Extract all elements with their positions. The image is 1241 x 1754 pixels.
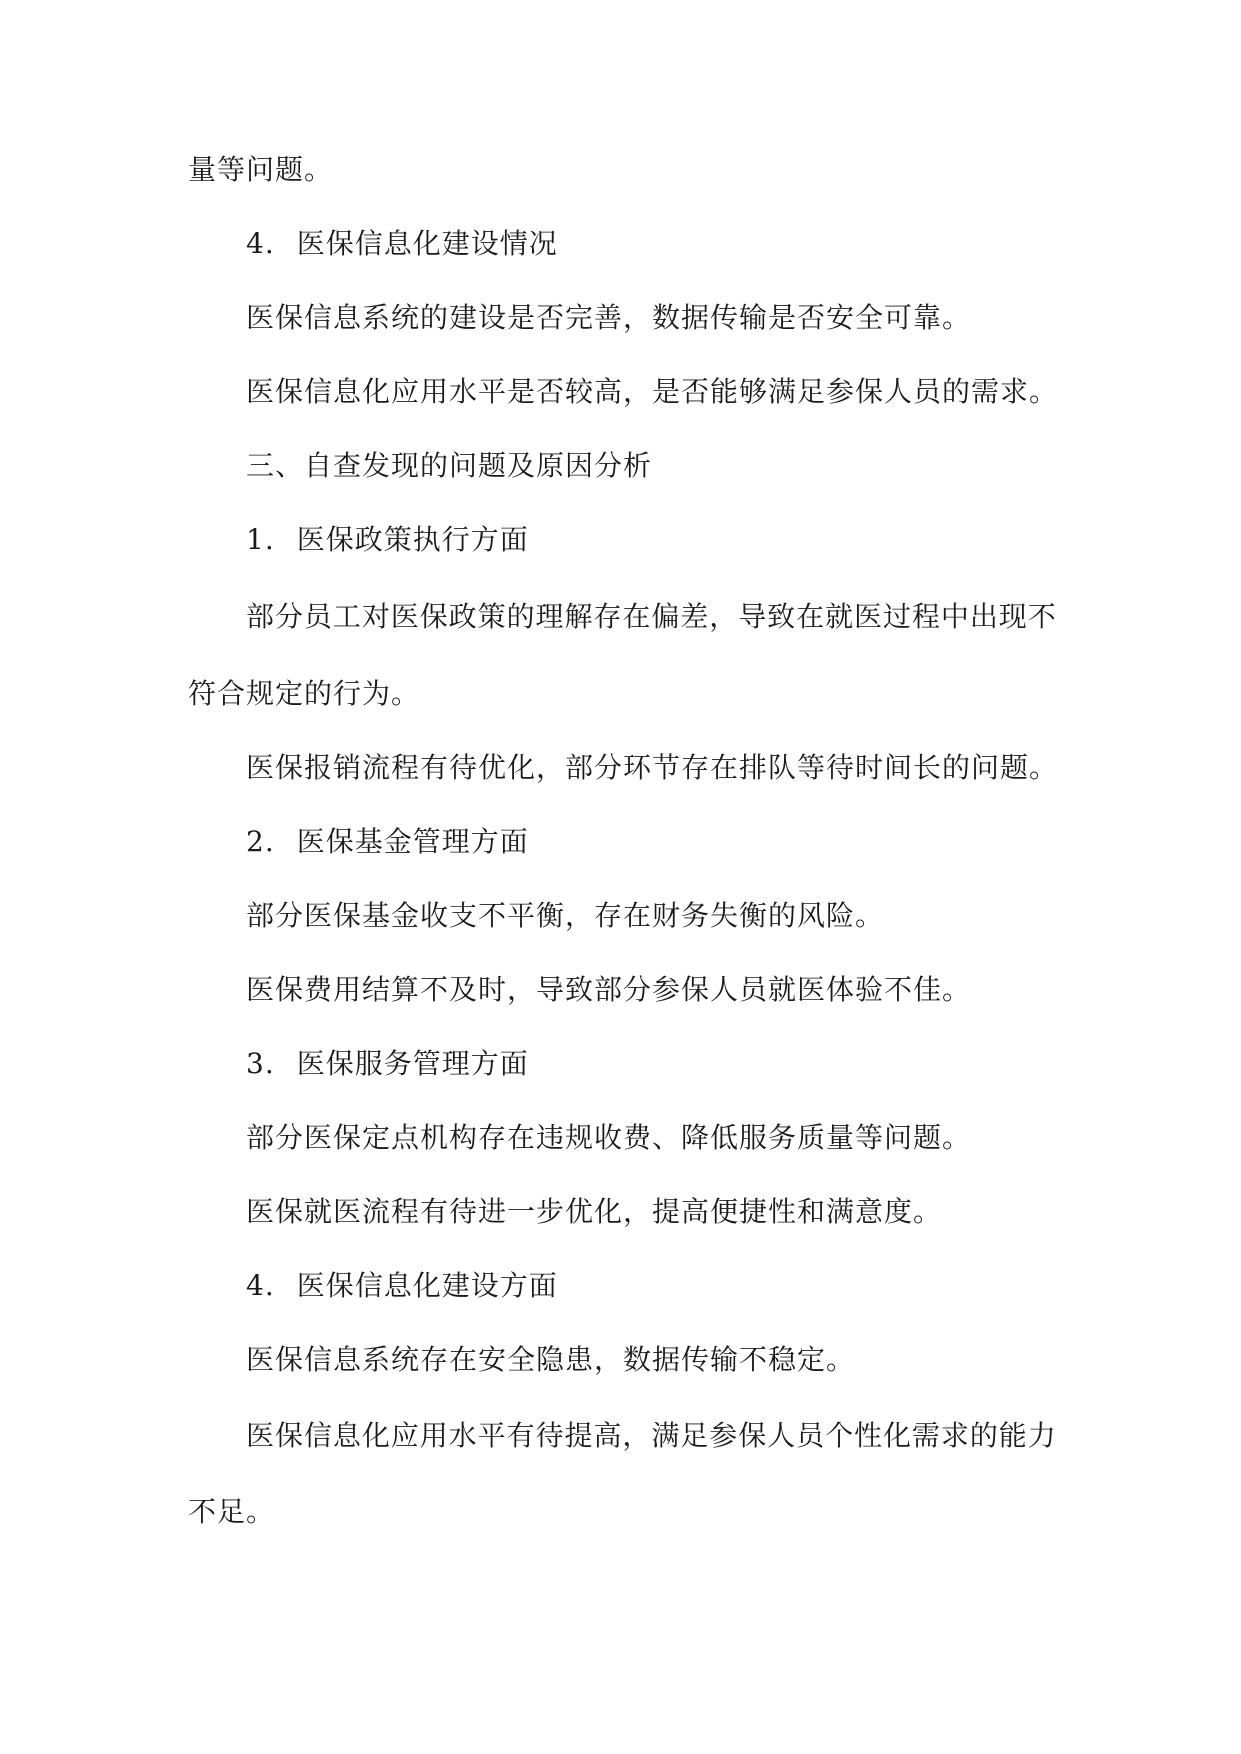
glyph: 就 — [825, 600, 854, 633]
glyph: 性 — [854, 1419, 883, 1452]
paragraph: 部分医保基金收支不平衡，存在财务失衡的风险。 — [246, 899, 885, 932]
glyph: 现 — [998, 600, 1027, 633]
glyph: 存 — [593, 600, 622, 633]
glyph: 提 — [564, 1419, 593, 1452]
glyph: 高 — [593, 1419, 622, 1452]
glyph: 中 — [940, 600, 969, 633]
glyph: 分 — [274, 600, 303, 633]
section-heading: 3. 医保服务管理方面 — [246, 1047, 529, 1080]
paragraph-continuation: 量等问题。 — [188, 153, 334, 186]
paragraph-justified — [246, 587, 1056, 647]
section-heading: 4. 医保信息化建设情况 — [246, 227, 558, 260]
paragraph-continuation: 符合规定的行为。 — [188, 677, 421, 710]
section-heading: 4. 医保信息化建设方面 — [246, 1269, 558, 1302]
glyph: ， — [622, 1419, 651, 1452]
paragraph: 医保信息化应用水平是否较高，是否能够满足参保人员的需求。 — [246, 375, 1059, 408]
glyph: 化 — [882, 1419, 911, 1452]
paragraph: 医保信息系统存在安全隐患，数据传输不稳定。 — [246, 1343, 856, 1376]
glyph: 工 — [332, 600, 361, 633]
glyph: 用 — [419, 1419, 448, 1452]
paragraph-justified — [246, 1406, 1056, 1466]
glyph: 化 — [361, 1419, 390, 1452]
glyph: 平 — [477, 1419, 506, 1452]
glyph: 导 — [738, 600, 767, 633]
glyph: 医 — [390, 600, 419, 633]
glyph: 应 — [390, 1419, 419, 1452]
glyph: 策 — [477, 600, 506, 633]
glyph: 差 — [680, 600, 709, 633]
glyph: 过 — [882, 600, 911, 633]
glyph: 在 — [796, 600, 825, 633]
glyph: 不 — [1027, 600, 1056, 633]
glyph: 的 — [969, 1419, 998, 1452]
glyph: 参 — [709, 1419, 738, 1452]
glyph: 保 — [738, 1419, 767, 1452]
glyph: 部 — [246, 600, 275, 633]
glyph: 理 — [535, 600, 564, 633]
glyph: 出 — [969, 600, 998, 633]
paragraph: 医保就医流程有待进一步优化，提高便捷性和满意度。 — [246, 1195, 943, 1228]
glyph: 个 — [825, 1419, 854, 1452]
paragraph: 医保费用结算不及时，导致部分参保人员就医体验不佳。 — [246, 973, 972, 1006]
glyph: 在 — [622, 600, 651, 633]
glyph: 有 — [506, 1419, 535, 1452]
glyph: 信 — [303, 1419, 332, 1452]
glyph: 的 — [506, 600, 535, 633]
glyph: 力 — [1027, 1419, 1056, 1452]
glyph: 政 — [448, 600, 477, 633]
glyph: 待 — [535, 1419, 564, 1452]
glyph: 致 — [767, 600, 796, 633]
glyph: 水 — [448, 1419, 477, 1452]
glyph: 员 — [796, 1419, 825, 1452]
glyph: 保 — [419, 600, 448, 633]
paragraph: 医保报销流程有待优化，部分环节存在排队等待时间长的问题。 — [246, 751, 1059, 784]
glyph: 程 — [911, 600, 940, 633]
paragraph: 部分医保定点机构存在违规收费、降低服务质量等问题。 — [246, 1121, 972, 1154]
glyph: 员 — [303, 600, 332, 633]
glyph: ， — [709, 600, 738, 633]
glyph: 保 — [274, 1419, 303, 1452]
glyph: 人 — [767, 1419, 796, 1452]
glyph: 解 — [564, 600, 593, 633]
paragraph-continuation: 不足。 — [188, 1495, 276, 1528]
glyph: 息 — [332, 1419, 361, 1452]
paragraph: 医保信息系统的建设是否完善，数据传输是否安全可靠。 — [246, 301, 972, 334]
glyph: 需 — [911, 1419, 940, 1452]
glyph: 偏 — [651, 600, 680, 633]
chapter-heading: 三、自查发现的问题及原因分析 — [246, 449, 653, 482]
section-heading: 2. 医保基金管理方面 — [246, 825, 529, 858]
section-heading: 1. 医保政策执行方面 — [246, 523, 529, 556]
glyph: 医 — [854, 600, 883, 633]
glyph: 对 — [361, 600, 390, 633]
glyph: 求 — [940, 1419, 969, 1452]
glyph: 能 — [998, 1419, 1027, 1452]
glyph: 医 — [246, 1419, 275, 1452]
glyph: 满 — [651, 1419, 680, 1452]
glyph: 足 — [680, 1419, 709, 1452]
